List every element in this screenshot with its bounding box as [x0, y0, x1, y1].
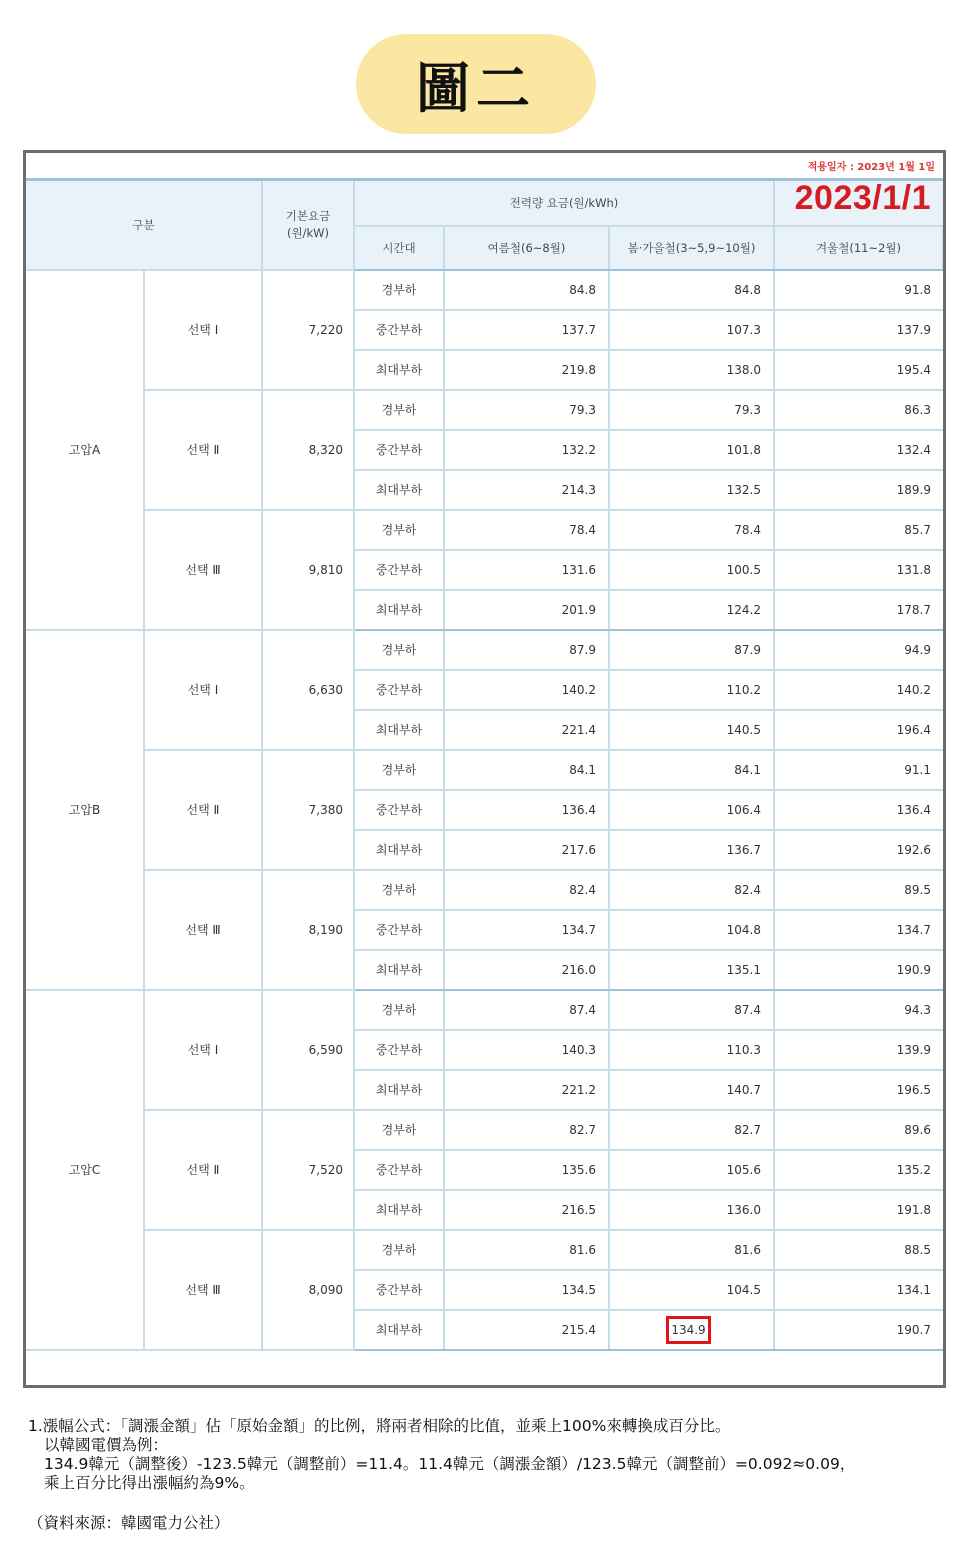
header-base-rate: 기본요금 (원/kW) — [262, 180, 354, 270]
rate-winter: 137.9 — [774, 310, 943, 350]
rate-spring-fall: 104.8 — [609, 910, 774, 950]
table-row — [26, 870, 943, 910]
option-name: 선택 Ⅱ — [144, 750, 262, 870]
rate-winter: 139.9 — [774, 1030, 943, 1070]
rate-summer: 135.6 — [444, 1150, 609, 1190]
rate-spring-fall: 81.6 — [609, 1230, 774, 1270]
note-result: 乘上百分比得出漲幅約為9%。 — [44, 1474, 255, 1492]
rate-winter: 191.8 — [774, 1190, 943, 1230]
time-band: 중간부하 — [354, 910, 444, 950]
time-band: 최대부하 — [354, 710, 444, 750]
rate-winter: 131.8 — [774, 550, 943, 590]
base-rate-value: 6,590 — [262, 990, 354, 1110]
rate-winter: 196.4 — [774, 710, 943, 750]
rate-summer: 214.3 — [444, 470, 609, 510]
time-band: 경부하 — [354, 870, 444, 910]
rate-spring-fall: 140.5 — [609, 710, 774, 750]
time-band: 경부하 — [354, 510, 444, 550]
time-band: 최대부하 — [354, 590, 444, 630]
rate-summer: 134.7 — [444, 910, 609, 950]
time-band: 경부하 — [354, 990, 444, 1030]
rate-spring-fall: 79.3 — [609, 390, 774, 430]
time-band: 중간부하 — [354, 550, 444, 590]
rate-summer: 216.0 — [444, 950, 609, 990]
time-band: 최대부하 — [354, 470, 444, 510]
time-band: 최대부하 — [354, 350, 444, 390]
time-band: 최대부하 — [354, 950, 444, 990]
rate-spring-fall: 87.4 — [609, 990, 774, 1030]
group-name: 고압A — [26, 270, 144, 630]
table-row — [26, 390, 943, 430]
header-energy-rate: 전력량 요금(원/kWh) — [354, 180, 774, 226]
highlighted-value: 134.9 — [666, 1316, 710, 1344]
rate-spring-fall: 104.5 — [609, 1270, 774, 1310]
rate-summer: 134.5 — [444, 1270, 609, 1310]
header-winter: 겨울철(11~2월) — [774, 226, 943, 270]
rate-summer: 136.4 — [444, 790, 609, 830]
header-time-band: 시간대 — [354, 226, 444, 270]
rate-table-image — [23, 150, 946, 1388]
rate-spring-fall: 101.8 — [609, 430, 774, 470]
rate-spring-fall: 136.7 — [609, 830, 774, 870]
rate-winter: 192.6 — [774, 830, 943, 870]
time-band: 중간부하 — [354, 1270, 444, 1310]
rate-spring-fall: 136.0 — [609, 1190, 774, 1230]
rate-summer: 137.7 — [444, 310, 609, 350]
rate-winter: 189.9 — [774, 470, 943, 510]
rate-winter: 134.1 — [774, 1270, 943, 1310]
option-name: 선택 Ⅲ — [144, 510, 262, 630]
rate-spring-fall — [609, 1310, 774, 1350]
rate-spring-fall: 110.3 — [609, 1030, 774, 1070]
source-note: （資料來源：韓國電力公社） — [28, 1514, 230, 1532]
rate-spring-fall: 135.1 — [609, 950, 774, 990]
rate-summer: 78.4 — [444, 510, 609, 550]
time-band: 최대부하 — [354, 1310, 444, 1350]
rate-spring-fall: 84.1 — [609, 750, 774, 790]
rate-summer: 82.4 — [444, 870, 609, 910]
rate-winter: 132.4 — [774, 430, 943, 470]
rate-winter: 94.9 — [774, 630, 943, 670]
time-band: 최대부하 — [354, 1190, 444, 1230]
figure-title: 圖二 — [356, 34, 596, 134]
rate-spring-fall: 78.4 — [609, 510, 774, 550]
base-rate-value: 8,090 — [262, 1230, 354, 1350]
rate-spring-fall: 82.4 — [609, 870, 774, 910]
time-band: 중간부하 — [354, 790, 444, 830]
option-name: 선택 Ⅱ — [144, 1110, 262, 1230]
rate-winter: 89.5 — [774, 870, 943, 910]
rate-summer: 79.3 — [444, 390, 609, 430]
rate-winter: 190.7 — [774, 1310, 943, 1350]
rate-spring-fall: 124.2 — [609, 590, 774, 630]
rate-spring-fall: 84.8 — [609, 270, 774, 310]
table-row — [26, 990, 943, 1030]
rate-summer: 87.4 — [444, 990, 609, 1030]
apply-date: 적용일자 : 2023년 1월 1일 — [807, 162, 935, 173]
rate-summer: 221.4 — [444, 710, 609, 750]
header-category: 구분 — [26, 180, 262, 270]
rate-spring-fall: 106.4 — [609, 790, 774, 830]
base-rate-value: 7,220 — [262, 270, 354, 390]
header-spring-fall: 봄·가을철(3~5,9~10월) — [609, 226, 774, 270]
rate-spring-fall: 82.7 — [609, 1110, 774, 1150]
rate-winter: 86.3 — [774, 390, 943, 430]
rate-summer: 82.7 — [444, 1110, 609, 1150]
option-name: 선택 Ⅰ — [144, 990, 262, 1110]
table-row — [26, 750, 943, 790]
notes — [28, 1417, 958, 1493]
rate-summer: 140.2 — [444, 670, 609, 710]
rate-winter: 136.4 — [774, 790, 943, 830]
rate-table — [26, 178, 944, 1351]
time-band: 경부하 — [354, 1110, 444, 1150]
base-rate-value: 7,520 — [262, 1110, 354, 1230]
rate-winter: 135.2 — [774, 1150, 943, 1190]
rate-spring-fall: 140.7 — [609, 1070, 774, 1110]
group-name: 고압C — [26, 990, 144, 1350]
option-name: 선택 Ⅰ — [144, 630, 262, 750]
time-band: 중간부하 — [354, 430, 444, 470]
rate-summer: 201.9 — [444, 590, 609, 630]
base-rate-value: 8,320 — [262, 390, 354, 510]
rate-winter: 85.7 — [774, 510, 943, 550]
rate-winter: 196.5 — [774, 1070, 943, 1110]
table-row — [26, 1110, 943, 1150]
rate-winter: 94.3 — [774, 990, 943, 1030]
rate-winter: 91.1 — [774, 750, 943, 790]
base-rate-value: 7,380 — [262, 750, 354, 870]
rate-winter: 195.4 — [774, 350, 943, 390]
time-band: 중간부하 — [354, 670, 444, 710]
option-name: 선택 Ⅲ — [144, 1230, 262, 1350]
rate-summer: 215.4 — [444, 1310, 609, 1350]
time-band: 중간부하 — [354, 1150, 444, 1190]
option-name: 선택 Ⅱ — [144, 390, 262, 510]
rate-summer: 219.8 — [444, 350, 609, 390]
base-rate-value: 8,190 — [262, 870, 354, 990]
rate-table-body — [26, 270, 943, 1350]
base-rate-value: 9,810 — [262, 510, 354, 630]
time-band: 경부하 — [354, 270, 444, 310]
option-name: 선택 Ⅰ — [144, 270, 262, 390]
rate-summer: 84.1 — [444, 750, 609, 790]
note-example-intro: 以韓國電價為例： — [44, 1436, 169, 1454]
table-row — [26, 510, 943, 550]
rate-winter: 88.5 — [774, 1230, 943, 1270]
header-summer: 여름철(6~8월) — [444, 226, 609, 270]
effective-date: 2023/1/1 — [794, 179, 931, 217]
rate-spring-fall: 138.0 — [609, 350, 774, 390]
note-formula: 1.漲幅公式：「調漲金額」佔「原始金額」的比例，將兩者相除的比值，並乘上100%來轉換成百分比。 — [28, 1417, 731, 1435]
rate-winter: 134.7 — [774, 910, 943, 950]
note-calculation: 134.9韓元（調整後）-123.5韓元（調整前）=11.4。11.4韓元（調漲金額）/123.5韓元（調整前）=0.092≈0.09， — [44, 1455, 856, 1473]
time-band: 최대부하 — [354, 1070, 444, 1110]
rate-spring-fall: 110.2 — [609, 670, 774, 710]
rate-summer: 216.5 — [444, 1190, 609, 1230]
rate-summer: 84.8 — [444, 270, 609, 310]
time-band: 최대부하 — [354, 830, 444, 870]
table-row — [26, 630, 943, 670]
time-band: 중간부하 — [354, 1030, 444, 1070]
rate-summer: 131.6 — [444, 550, 609, 590]
rate-spring-fall: 100.5 — [609, 550, 774, 590]
rate-winter: 190.9 — [774, 950, 943, 990]
rate-spring-fall: 105.6 — [609, 1150, 774, 1190]
rate-winter: 178.7 — [774, 590, 943, 630]
rate-spring-fall: 107.3 — [609, 310, 774, 350]
rate-summer: 132.2 — [444, 430, 609, 470]
table-row — [26, 1230, 943, 1270]
group-name: 고압B — [26, 630, 144, 990]
time-band: 중간부하 — [354, 310, 444, 350]
table-row — [26, 270, 943, 310]
rate-spring-fall: 87.9 — [609, 630, 774, 670]
base-rate-value: 6,630 — [262, 630, 354, 750]
time-band: 경부하 — [354, 630, 444, 670]
rate-spring-fall: 132.5 — [609, 470, 774, 510]
rate-winter: 89.6 — [774, 1110, 943, 1150]
time-band: 경부하 — [354, 750, 444, 790]
rate-summer: 81.6 — [444, 1230, 609, 1270]
rate-winter: 91.8 — [774, 270, 943, 310]
rate-summer: 221.2 — [444, 1070, 609, 1110]
rate-summer: 87.9 — [444, 630, 609, 670]
rate-summer: 217.6 — [444, 830, 609, 870]
rate-summer: 140.3 — [444, 1030, 609, 1070]
rate-winter: 140.2 — [774, 670, 943, 710]
time-band: 경부하 — [354, 390, 444, 430]
option-name: 선택 Ⅲ — [144, 870, 262, 990]
time-band: 경부하 — [354, 1230, 444, 1270]
